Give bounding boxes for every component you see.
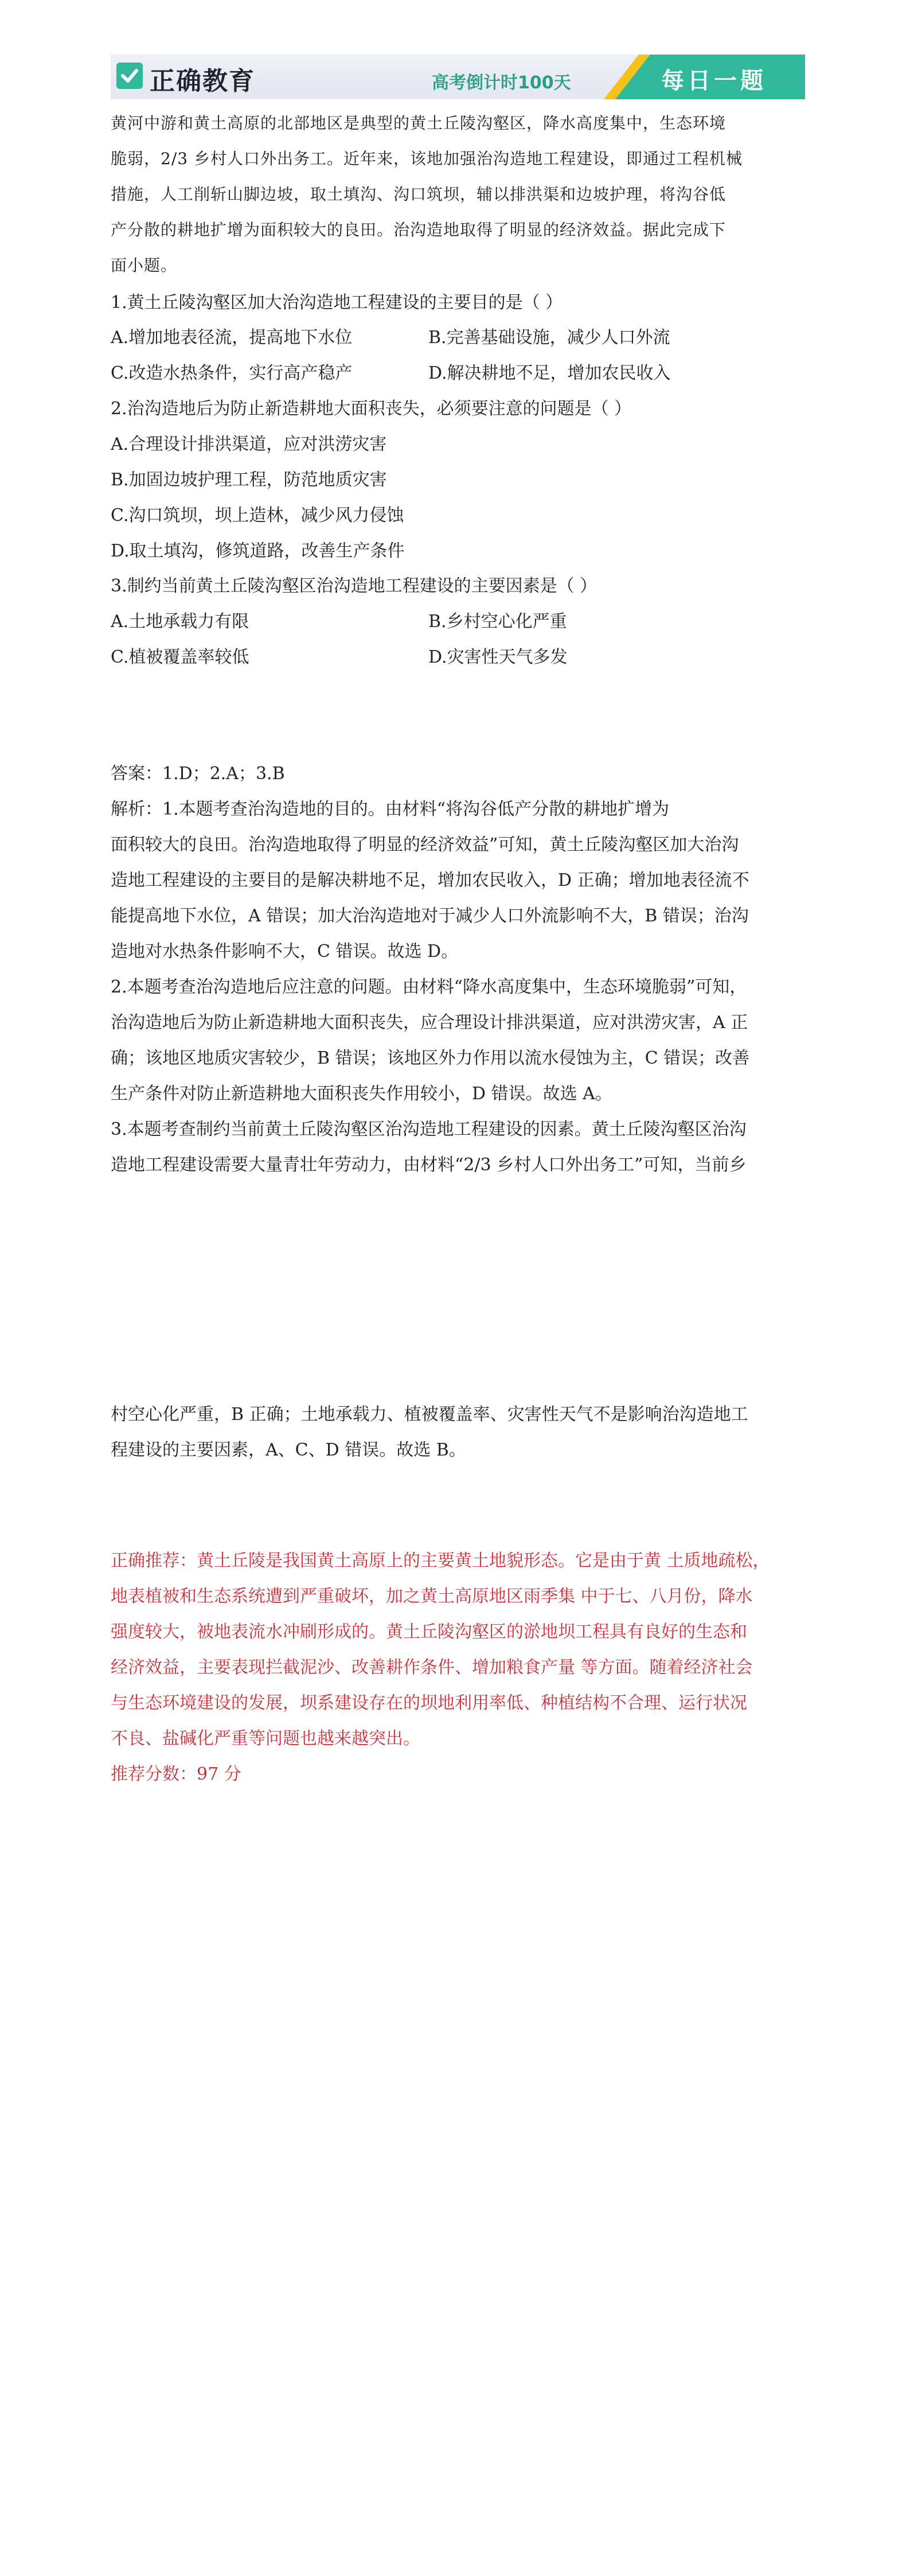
recommend-line: 与生态环境建设的发展，坝系建设存在的坝地利用率低、种植结构不合理、运行状况 [111,1693,747,1713]
passage-line: 措施，人工削斩山脚边坡，取土填沟、沟口筑坝，辅以排洪渠和边坡护理，将沟谷低 [111,185,727,204]
countdown-text: 高考倒计时100天 [432,73,571,93]
daily-question-label: 每日一题 [661,68,767,94]
question-3-stem: 3.制约当前黄土丘陵沟壑区治沟造地工程建设的主要因素是（ ） [111,576,597,596]
question-2-option-a: A.合理设计排洪渠道，应对洪涝灾害 [111,434,387,454]
question-3-option-d: D.灾害性天气多发 [428,647,568,667]
recommend-line: 正确推荐：黄土丘陵是我国黄土高原上的主要黄土地貌形态。它是由于黄 土质地疏松， [111,1551,770,1571]
analysis-line: 面积较大的良田。治沟造地取得了明显的经济效益”可知，黄土丘陵沟壑区加大治沟 [111,835,739,855]
analysis-line: 造地对水热条件影响不大，C 错误。故选 D。 [111,941,459,962]
question-3-option-a: A.土地承载力有限 [111,612,249,632]
passage-line: 脆弱，2/3 乡村人口外出务工。近年来，该地加强治沟造地工程建设，即通过工程机械 [111,149,743,168]
analysis-line: 解析：1.本题考查治沟造地的目的。由材料“将沟谷低产分散的耕地扩增为 [111,799,669,819]
question-1-option-d: D.解决耕地不足，增加农民收入 [428,363,671,383]
passage-line: 面小题。 [111,256,178,275]
analysis-line: 造地工程建设需要大量青壮年劳动力，由材料“2/3 乡村人口外出务工”可知，当前乡 [111,1155,747,1175]
question-1-option-c: C.改造水热条件，实行高产稳产 [111,363,353,383]
question-2-stem: 2.治沟造地后为防止新造耕地大面积丧失，必须要注意的问题是（ ） [111,399,632,419]
passage-line: 产分散的耕地扩增为面积较大的良田。治沟造地取得了明显的经济效益。据此完成下 [111,220,727,239]
question-1-stem: 1.黄土丘陵沟壑区加大治沟造地工程建设的主要目的是（ ） [111,293,563,313]
analysis-line: 村空心化严重，B 正确；土地承载力、植被覆盖率、灾害性天气不是影响治沟造地工 [111,1404,748,1425]
question-3-option-c: C.植被覆盖率较低 [111,647,249,667]
analysis-line: 程建设的主要因素，A、C、D 错误。故选 B。 [111,1440,466,1460]
recommend-line: 强度较大，被地表流水冲刷形成的。黄土丘陵沟壑区的淤地坝工程具有良好的生态和 [111,1622,747,1642]
analysis-line: 确；该地区地质灾害较少，B 错误；该地区外力作用以流水侵蚀为主，C 错误；改善 [111,1048,750,1068]
check-icon [116,63,143,89]
analysis-line: 能提高地下水位，A 错误；加大治沟造地对于减少人口外流影响不大，B 错误；治沟 [111,906,749,926]
question-2-option-b: B.加固边坡护理工程，防范地质灾害 [111,470,387,490]
recommend-line: 地表植被和生态系统遭到严重破坏，加之黄土高原地区雨季集 中于七、八月份，降水 [111,1586,753,1606]
question-3-option-b: B.乡村空心化严重 [428,612,567,632]
question-2-option-d: D.取土填沟，修筑道路，改善生产条件 [111,541,405,561]
analysis-line: 造地工程建设的主要目的是解决耕地不足，增加农民收入，D 正确；增加地表径流不 [111,870,749,890]
analysis-line: 3.本题考查制约当前黄土丘陵沟壑区治沟造地工程建设的因素。黄土丘陵沟壑区治沟 [111,1119,747,1139]
question-1-option-b: B.完善基础设施，减少人口外流 [428,328,670,348]
question-1-option-a: A.增加地表径流，提高地下水位 [111,328,353,348]
question-2-option-c: C.沟口筑坝，坝上造林，减少风力侵蚀 [111,505,404,526]
recommend-line: 经济效益，主要表现拦截泥沙、改善耕作条件、增加粮食产量 等方面。随着经济社会 [111,1657,753,1678]
recommend-line: 不良、盐碱化严重等问题也越来越突出。 [111,1729,420,1749]
header-banner [111,55,805,99]
analysis-line: 治沟造地后为防止新造耕地大面积丧失，应合理设计排洪渠道，应对洪涝灾害，A 正 [111,1013,748,1033]
answer-line: 答案：1.D；2.A；3.B [111,764,285,784]
analysis-line: 2.本题考查治沟造地后应注意的问题。由材料“降水高度集中，生态环境脆弱”可知， [111,977,747,997]
passage-line: 黄河中游和黄土高原的北部地区是典型的黄土丘陵沟壑区，降水高度集中，生态环境 [111,114,727,133]
analysis-line: 生产条件对防止新造耕地大面积丧失作用较小，D 错误。故选 A。 [111,1084,612,1104]
recommend-score: 推荐分数：97 分 [111,1764,241,1784]
brand-logo-text: 正确教育 [150,67,255,96]
